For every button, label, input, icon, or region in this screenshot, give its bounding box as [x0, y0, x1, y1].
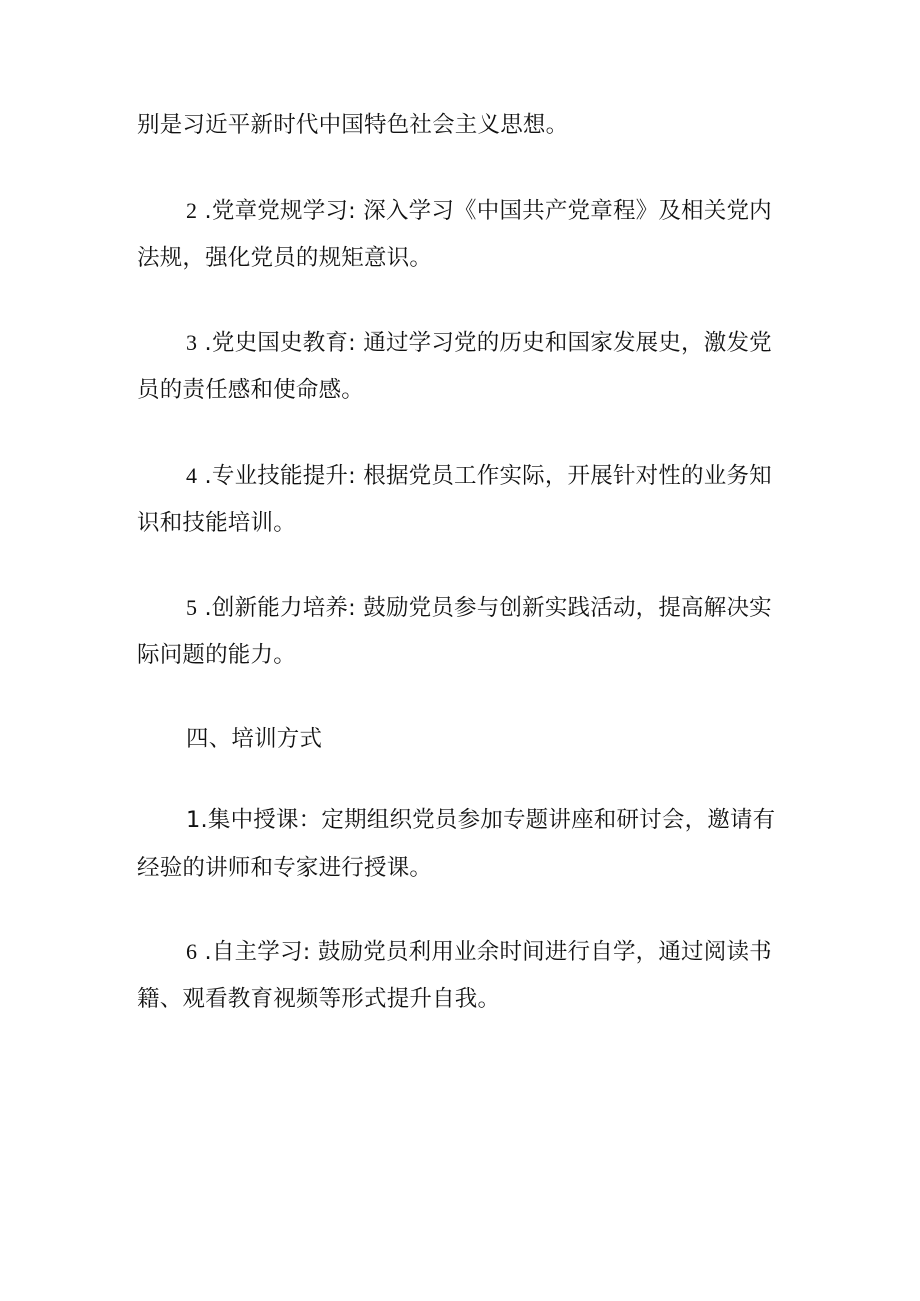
list-number: 6 [186, 939, 198, 964]
list-item-1-line-2: 经验的讲师和专家进行授课。 [137, 855, 433, 881]
paragraph-line: 别是习近平新时代中国特色社会主义思想。 [137, 112, 569, 138]
list-number: 5 [186, 595, 198, 620]
list-item-text: .党史国史教育: 通过学习党的历史和国家发展史，激发党 [197, 330, 772, 356]
list-item-text: .党章党规学习: 深入学习《中国共产党章程》及相关党内 [197, 198, 772, 224]
section-heading: 四、培训方式 [186, 726, 323, 752]
list-number: 3 [186, 330, 198, 355]
list-number: 2 [186, 198, 198, 223]
list-item-4-line-1 [186, 460, 772, 492]
list-item-5-line-2: 际问题的能力。 [137, 642, 296, 668]
list-item-3-line-1 [186, 327, 772, 359]
list-item-text: .专业技能提升: 根据党员工作实际，开展针对性的业务知 [197, 463, 772, 489]
list-item-1-line-1: 1.集中授课：定期组织党员参加专题讲座和研讨会，邀请有 [186, 807, 776, 833]
list-item-text: .创新能力培养: 鼓励党员参与创新实践活动，提高解决实 [197, 595, 772, 621]
list-item-4-line-2: 识和技能培训。 [137, 510, 296, 536]
list-item-6-line-2: 籍、观看教育视频等形式提升自我。 [137, 986, 501, 1012]
list-item-2-line-2: 法规，强化党员的规矩意识。 [137, 245, 433, 271]
list-item-3-line-2: 员的责任感和使命感。 [137, 377, 365, 403]
list-number: 4 [186, 463, 198, 488]
list-item-6-line-1 [186, 936, 772, 968]
list-item-5-line-1 [186, 592, 772, 624]
list-item-2-line-1 [186, 195, 772, 227]
list-item-text: .自主学习: 鼓励党员利用业余时间进行自学，通过阅读书 [197, 939, 772, 965]
